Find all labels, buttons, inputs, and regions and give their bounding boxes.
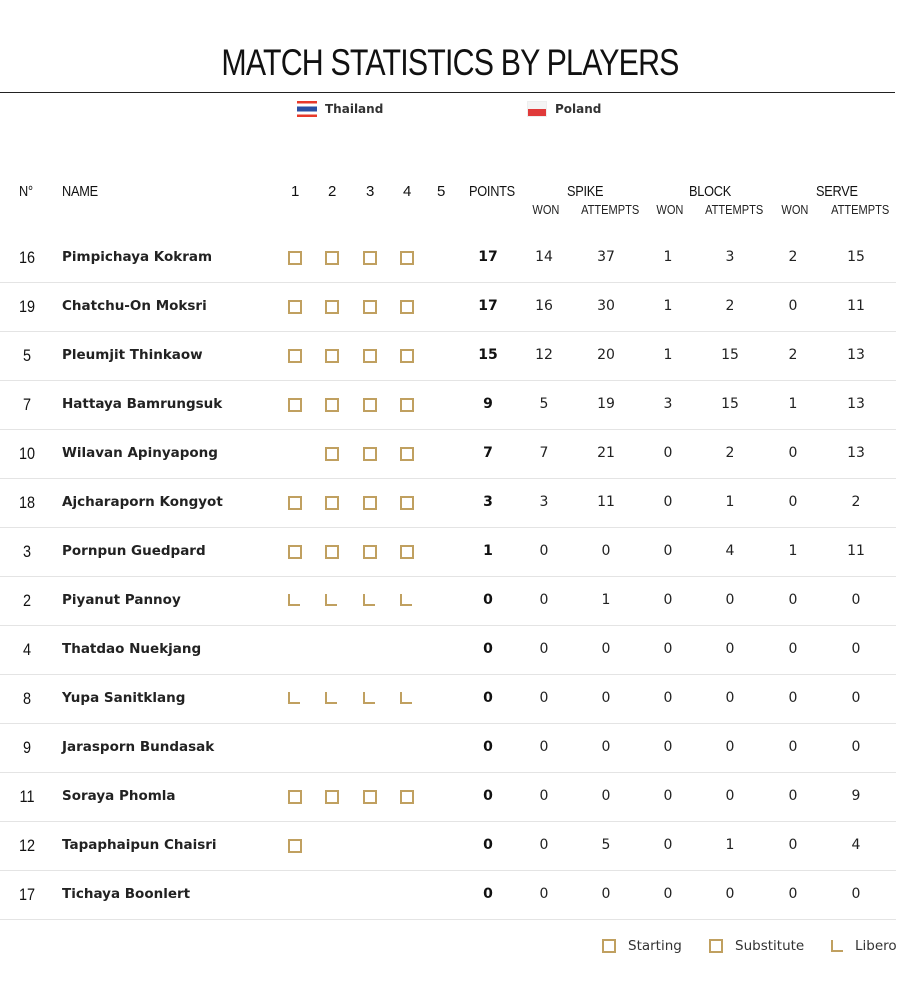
stat-spike-att: 20 [597, 347, 615, 363]
set-4-starting-marker-icon [400, 349, 414, 363]
stat-spike-won: 7 [539, 445, 549, 461]
set-2-libero-marker-icon [325, 594, 337, 606]
set-1-starting-marker-icon [288, 251, 302, 265]
player-name: Hattaya Bamrungsuk [62, 396, 223, 412]
player-number: 17 [18, 885, 36, 904]
stat-spike-won: 0 [539, 837, 549, 853]
stat-spike-won: 0 [539, 886, 549, 902]
starting-marker-icon [602, 939, 616, 953]
table-row[interactable] [0, 233, 896, 283]
stat-serve-won: 0 [788, 298, 798, 314]
header-points: POINTS [469, 183, 515, 200]
stat-block-won: 0 [663, 886, 673, 902]
team-name: Thailand [325, 102, 384, 116]
stat-spike-att: 11 [597, 494, 615, 510]
header-spike-won: WON [532, 202, 560, 217]
stat-serve-att: 0 [851, 641, 861, 657]
set-3-starting-marker-icon [363, 349, 377, 363]
stat-spike-att: 5 [601, 837, 611, 853]
table-row[interactable] [0, 821, 896, 871]
stat-spike-won: 0 [539, 543, 549, 559]
stat-serve-att: 13 [847, 396, 865, 412]
stat-block-att: 1 [725, 837, 735, 853]
player-name: Chatchu-On Moksri [62, 298, 207, 314]
player-points: 9 [483, 396, 493, 412]
stat-serve-won: 2 [788, 249, 798, 265]
legend-label: Libero [855, 938, 897, 954]
stat-block-won: 0 [663, 690, 673, 706]
stat-serve-won: 1 [788, 396, 798, 412]
player-points: 17 [478, 249, 498, 265]
header-serve: SERVE [816, 183, 858, 200]
stat-block-att: 2 [725, 445, 735, 461]
player-number: 11 [19, 787, 35, 806]
set-4-libero-marker-icon [400, 594, 412, 606]
stat-spike-att: 1 [601, 592, 611, 608]
set-1-starting-marker-icon [288, 349, 302, 363]
team-tab-poland[interactable] [527, 101, 601, 117]
set-2-starting-marker-icon [325, 545, 339, 559]
stat-block-att: 15 [721, 347, 739, 363]
player-number: 5 [22, 346, 32, 365]
stat-spike-won: 12 [535, 347, 553, 363]
stat-spike-won: 0 [539, 788, 549, 804]
table-row[interactable] [0, 625, 896, 675]
stat-block-att: 15 [721, 396, 739, 412]
poland-flag-icon [527, 101, 547, 117]
stat-block-att: 0 [725, 886, 735, 902]
set-3-starting-marker-icon [363, 496, 377, 510]
player-name: Tichaya Boonlert [62, 886, 191, 902]
table-row[interactable] [0, 478, 896, 528]
set-4-starting-marker-icon [400, 496, 414, 510]
set-2-starting-marker-icon [325, 251, 339, 265]
stat-block-won: 1 [663, 347, 673, 363]
stat-serve-won: 0 [788, 641, 798, 657]
set-3-starting-marker-icon [363, 300, 377, 314]
player-number: 19 [18, 297, 36, 316]
stat-spike-att: 19 [597, 396, 615, 412]
table-row[interactable] [0, 870, 896, 920]
stat-serve-won: 0 [788, 690, 798, 706]
table-row[interactable] [0, 429, 896, 479]
stat-block-won: 1 [663, 298, 673, 314]
player-number: 8 [22, 689, 32, 708]
player-points: 3 [483, 494, 493, 510]
header-set-4: 4 [402, 183, 412, 200]
libero-marker-icon [831, 940, 843, 952]
stat-spike-won: 16 [535, 298, 553, 314]
stat-block-att: 3 [725, 249, 735, 265]
set-4-starting-marker-icon [400, 790, 414, 804]
player-points: 7 [483, 445, 493, 461]
header-serve-won: WON [781, 202, 809, 217]
stat-spike-won: 0 [539, 690, 549, 706]
stat-serve-att: 9 [851, 788, 861, 804]
set-2-starting-marker-icon [325, 398, 339, 412]
set-1-starting-marker-icon [288, 398, 302, 412]
player-points: 0 [483, 690, 493, 706]
stat-spike-won: 0 [539, 592, 549, 608]
stat-block-att: 2 [725, 298, 735, 314]
stat-block-att: 0 [725, 592, 735, 608]
player-number: 10 [18, 444, 36, 463]
player-name: Wilavan Apinyapong [62, 445, 218, 461]
header-name: NAME [62, 183, 98, 200]
set-3-starting-marker-icon [363, 251, 377, 265]
set-2-starting-marker-icon [325, 790, 339, 804]
set-1-starting-marker-icon [288, 790, 302, 804]
header-block-won: WON [656, 202, 684, 217]
stat-serve-att: 4 [851, 837, 861, 853]
player-name: Tapaphaipun Chaisri [62, 837, 217, 853]
table-row[interactable] [0, 576, 896, 626]
set-3-starting-marker-icon [363, 545, 377, 559]
team-name: Poland [555, 102, 602, 116]
table-row[interactable] [0, 527, 896, 577]
stat-block-att: 4 [725, 543, 735, 559]
stat-block-att: 1 [725, 494, 735, 510]
header-spike-attempts: ATTEMPTS [581, 202, 640, 217]
set-4-starting-marker-icon [400, 545, 414, 559]
player-number: 9 [22, 738, 32, 757]
player-points: 17 [478, 298, 498, 314]
player-name: Jarasporn Bundasak [62, 739, 215, 755]
stat-serve-won: 0 [788, 739, 798, 755]
stat-serve-att: 11 [847, 298, 865, 314]
set-2-starting-marker-icon [325, 300, 339, 314]
stat-serve-att: 13 [847, 445, 865, 461]
stat-block-won: 0 [663, 494, 673, 510]
header-block: BLOCK [689, 183, 731, 200]
stat-serve-att: 0 [851, 592, 861, 608]
stat-serve-att: 2 [851, 494, 861, 510]
player-number: 7 [22, 395, 32, 414]
stat-spike-won: 5 [539, 396, 549, 412]
substitute-marker-icon [709, 939, 723, 953]
set-3-starting-marker-icon [363, 790, 377, 804]
stat-serve-att: 0 [851, 739, 861, 755]
table-row[interactable] [0, 331, 896, 381]
page-title: MATCH STATISTICS BY PLAYERS [221, 42, 679, 83]
stat-serve-att: 11 [847, 543, 865, 559]
stat-spike-won: 14 [535, 249, 553, 265]
stat-block-won: 0 [663, 592, 673, 608]
stat-serve-won: 0 [788, 886, 798, 902]
stat-block-won: 0 [663, 739, 673, 755]
player-number: 2 [22, 591, 32, 610]
player-points: 0 [483, 837, 493, 853]
player-points: 0 [483, 592, 493, 608]
header-block-attempts: ATTEMPTS [705, 202, 764, 217]
stat-spike-att: 0 [601, 886, 611, 902]
legend-libero [831, 938, 897, 954]
stat-spike-att: 21 [597, 445, 615, 461]
title-divider [0, 92, 895, 93]
legend-label: Starting [628, 938, 682, 954]
stat-block-won: 0 [663, 837, 673, 853]
header-set-5: 5 [436, 183, 446, 200]
set-1-starting-marker-icon [288, 545, 302, 559]
player-number: 3 [22, 542, 32, 561]
player-name: Soraya Phomla [62, 788, 176, 804]
legend-label: Substitute [735, 938, 805, 954]
table-row[interactable] [0, 282, 896, 332]
player-number: 4 [22, 640, 32, 659]
stat-block-won: 0 [663, 543, 673, 559]
stat-spike-att: 37 [597, 249, 615, 265]
set-1-starting-marker-icon [288, 496, 302, 510]
stat-block-won: 0 [663, 445, 673, 461]
stat-serve-won: 1 [788, 543, 798, 559]
set-2-libero-marker-icon [325, 692, 337, 704]
stat-serve-won: 2 [788, 347, 798, 363]
stat-block-att: 0 [725, 690, 735, 706]
set-3-libero-marker-icon [363, 594, 375, 606]
set-1-libero-marker-icon [288, 594, 300, 606]
stat-block-won: 0 [663, 641, 673, 657]
player-number: 12 [18, 836, 36, 855]
player-name: Ajcharaporn Kongyot [62, 494, 223, 510]
stat-serve-att: 0 [851, 690, 861, 706]
set-4-starting-marker-icon [400, 398, 414, 412]
set-3-starting-marker-icon [363, 398, 377, 412]
stat-spike-att: 0 [601, 543, 611, 559]
set-1-starting-marker-icon [288, 300, 302, 314]
set-2-starting-marker-icon [325, 349, 339, 363]
header-number: N° [19, 183, 33, 200]
player-name: Yupa Sanitklang [62, 690, 186, 706]
set-2-starting-marker-icon [325, 496, 339, 510]
stat-block-att: 0 [725, 641, 735, 657]
thailand-flag-icon [297, 101, 317, 117]
table-row[interactable] [0, 723, 896, 773]
stat-spike-att: 0 [601, 641, 611, 657]
set-3-starting-marker-icon [363, 447, 377, 461]
header-set-3: 3 [365, 183, 375, 200]
set-4-starting-marker-icon [400, 251, 414, 265]
table-row[interactable] [0, 380, 896, 430]
legend-substitute [709, 938, 804, 954]
stat-spike-att: 0 [601, 788, 611, 804]
player-points: 1 [483, 543, 493, 559]
set-4-libero-marker-icon [400, 692, 412, 704]
stat-block-won: 0 [663, 788, 673, 804]
player-name: Pleumjit Thinkaow [62, 347, 203, 363]
player-points: 0 [483, 788, 493, 804]
stat-serve-won: 0 [788, 445, 798, 461]
stat-block-won: 1 [663, 249, 673, 265]
set-3-libero-marker-icon [363, 692, 375, 704]
stat-serve-won: 0 [788, 837, 798, 853]
stat-block-att: 0 [725, 788, 735, 804]
player-points: 0 [483, 886, 493, 902]
player-name: Thatdao Nuekjang [62, 641, 202, 657]
stat-spike-att: 30 [597, 298, 615, 314]
player-points: 0 [483, 641, 493, 657]
set-4-starting-marker-icon [400, 447, 414, 461]
stat-serve-won: 0 [788, 788, 798, 804]
stat-block-won: 3 [663, 396, 673, 412]
stat-serve-won: 0 [788, 494, 798, 510]
stat-block-att: 0 [725, 739, 735, 755]
stat-serve-won: 0 [788, 592, 798, 608]
header-spike: SPIKE [567, 183, 604, 200]
legend-starting [602, 938, 682, 954]
player-name: Piyanut Pannoy [62, 592, 181, 608]
stat-spike-won: 0 [539, 641, 549, 657]
stat-spike-won: 0 [539, 739, 549, 755]
stat-serve-att: 0 [851, 886, 861, 902]
header-set-2: 2 [327, 183, 337, 200]
player-name: Pornpun Guedpard [62, 543, 206, 559]
header-serve-attempts: ATTEMPTS [831, 202, 890, 217]
stat-serve-att: 15 [847, 249, 865, 265]
set-2-starting-marker-icon [325, 447, 339, 461]
stat-serve-att: 13 [847, 347, 865, 363]
table-row[interactable] [0, 674, 896, 724]
stat-spike-att: 0 [601, 739, 611, 755]
player-number: 18 [18, 493, 36, 512]
stat-spike-att: 0 [601, 690, 611, 706]
player-number: 16 [18, 248, 36, 267]
set-4-starting-marker-icon [400, 300, 414, 314]
player-points: 15 [478, 347, 498, 363]
table-row[interactable] [0, 772, 896, 822]
set-1-starting-marker-icon [288, 839, 302, 853]
stat-spike-won: 3 [539, 494, 549, 510]
player-points: 0 [483, 739, 493, 755]
player-name: Pimpichaya Kokram [62, 249, 213, 265]
set-1-libero-marker-icon [288, 692, 300, 704]
header-set-1: 1 [290, 183, 300, 200]
team-tab-thailand[interactable] [297, 101, 383, 117]
